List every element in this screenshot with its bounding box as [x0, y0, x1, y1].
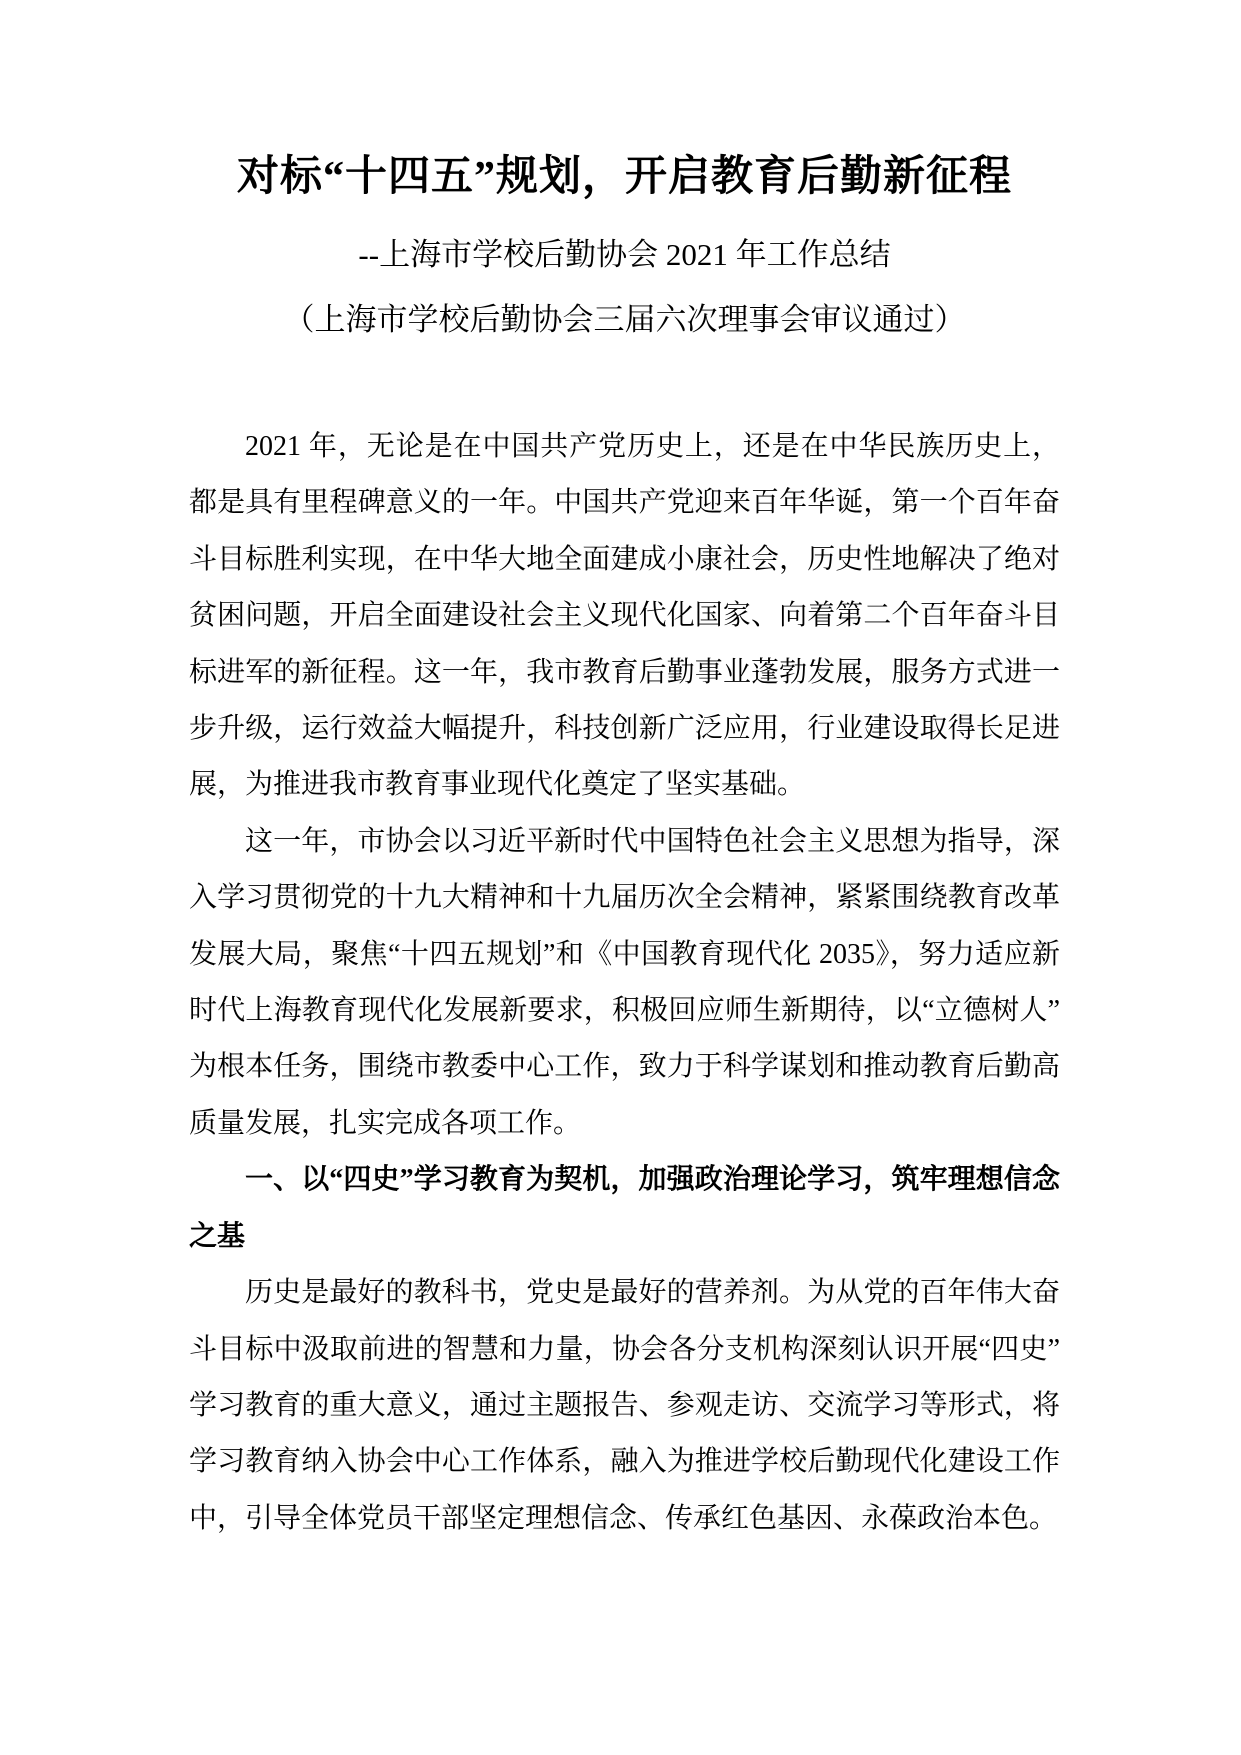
document-approval-note: （上海市学校后勤协会三届六次理事会审议通过）: [283, 302, 966, 337]
document-title: 对标“十四五”规划，开启教育后勤新征程: [236, 154, 1012, 200]
section-1-heading: 一、以“四史”学习教育为契机，加强政治理论学习，筑牢理想信念之基: [189, 1164, 1060, 1252]
document-subtitle: --上海市学校后勤协会 2021 年工作总结: [358, 237, 891, 272]
intro-paragraph-2: 这一年，市协会以习近平新时代中国特色社会主义思想为指导，深入学习贯彻党的十九大精神和十九届历次全会精神，紧紧围绕教育改革发展大局，聚焦“十四五规划”和《中国教育现代化 2035》，努力适应新时代上海教育现代化发展新要求，积极回应师生新期待，以“立德树人”为根本任务，围绕市教委中心工作，致力于科学谋划和推动教育后勤高质量发展，扎实完成各项工作。: [189, 825, 1060, 1139]
intro-paragraph-1: 2021 年，无论是在中国共产党历史上，还是在中华民族历史上，都是具有里程碑意义的一年。中国共产党迎来百年华诞，第一个百年奋斗目标胜利实现，在中华大地全面建成小康社会，历史性地解决了绝对贫困问题，开启全面建设社会主义现代化国家、向着第二个百年奋斗目标进军的新征程。这一年，我市教育后勤事业蓬勃发展，服务方式进一步升级，运行效益大幅提升，科技创新广泛应用，行业建设取得长足进展，为推进我市教育事业现代化奠定了坚实基础。: [189, 431, 1060, 801]
section-1-paragraph-1: 历史是最好的教科书，党史是最好的营养剂。为从党的百年伟大奋斗目标中汲取前进的智慧和力量，协会各分支机构深刻认识开展“四史”学习教育的重大意义，通过主题报告、参观走访、交流学习等形式，将学习教育纳入协会中心工作体系，融入为推进学校后勤现代化建设工作中，引导全体党员干部坚定理想信念、传承红色基因、永葆政治本色。: [189, 1277, 1060, 1534]
